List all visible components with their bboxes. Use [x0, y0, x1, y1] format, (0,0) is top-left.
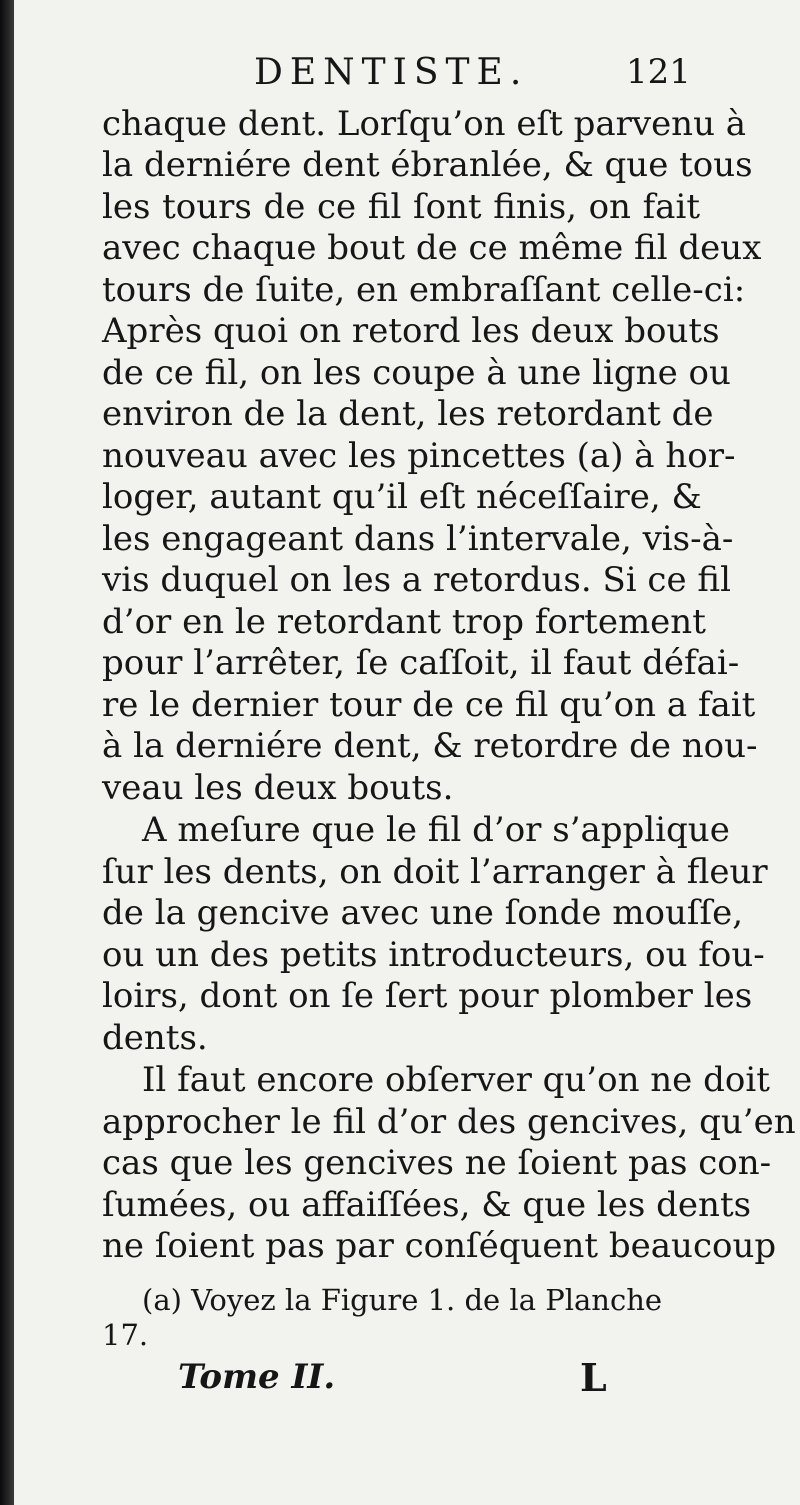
gathering-signature-mark: L [580, 1355, 607, 1400]
text-line: de ce fil, on les coupe à une ligne ou [102, 353, 731, 393]
text-line: ſumées, ou affaiſſées, & que les dents [102, 1185, 752, 1225]
text-line: la derniére dent ébranlée, & que tous [102, 145, 753, 185]
text-line: ne ſoient pas par conſéquent beaucoup [102, 1226, 777, 1266]
footnote-line: 17. [102, 1318, 149, 1352]
text-line: Après quoi on retord les deux bouts [102, 311, 720, 351]
text-line: approcher le fil d’or des gencives, qu’en [102, 1102, 796, 1142]
page-number: 121 [626, 52, 691, 92]
text-line: d’or en le retordant trop fortement [102, 602, 706, 642]
text-line: avec chaque bout de ce même fil deux [102, 228, 762, 268]
text-line: vis duquel on les a retordus. Si ce fil [102, 560, 731, 600]
text-line: de la gencive avec une ſonde mouſſe, [102, 893, 744, 933]
text-line: loirs, dont on ſe ſert pour plomber les [102, 976, 753, 1016]
text-line: les engageant dans l’intervale, vis-à- [102, 519, 734, 559]
text-line: tours de ſuite, en embraſſant celle-ci: [102, 270, 746, 310]
text-line: veau les deux bouts. [102, 768, 454, 808]
text-line: environ de la dent, les retordant de [102, 394, 714, 434]
text-line: les tours de ce fil ſont finis, on fait [102, 187, 700, 227]
text-line: chaque dent. Lorſqu’on eſt parvenu à [102, 104, 747, 144]
text-line: Il faut encore obſerver qu’on ne doit [142, 1060, 770, 1100]
text-line: ſur les dents, on doit l’arranger à fleur [102, 852, 768, 892]
footnote-line: (a) Voyez la Figure 1. de la Planche [142, 1283, 663, 1317]
text-line: cas que les gencives ne ſoient pas con- [102, 1143, 772, 1183]
running-title: DENTISTE. [254, 52, 529, 93]
book-page [14, 0, 800, 1505]
text-line: dents. [102, 1018, 208, 1058]
page-binding-shadow [0, 0, 14, 1505]
text-line: à la derniére dent, & retordre de nou- [102, 726, 758, 766]
text-line: re le dernier tour de ce fil qu’on a fait [102, 685, 756, 725]
text-line: loger, autant qu’il eſt néceſſaire, & [102, 477, 702, 517]
volume-signature: Tome II. [178, 1357, 336, 1397]
text-line: A meſure que le fil d’or s’applique [142, 810, 730, 850]
text-line: pour l’arrêter, ſe caſſoit, il faut défai- [102, 643, 740, 683]
text-line: nouveau avec les pincettes (a) à hor- [102, 436, 736, 476]
text-line: ou un des petits introducteurs, ou fou- [102, 935, 765, 975]
